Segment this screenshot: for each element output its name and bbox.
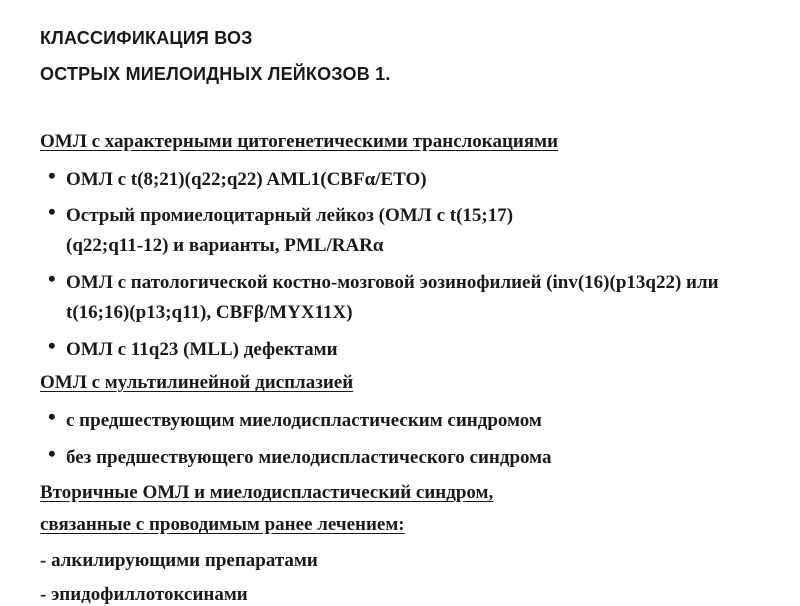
list-item	[48, 406, 788, 436]
slide-title-line-2: ОСТРЫХ МИЕЛОИДНЫХ ЛЕЙКОЗОВ 1.	[40, 64, 391, 84]
list-item	[48, 165, 788, 195]
list-item-text: ОМЛ с патологической костно-мозговой эозинофилией (inv(16)(p13q22) или t(16;16)(p13;q11), CBFβ/MYX11X)	[66, 272, 719, 323]
bullet-icon: •	[48, 266, 56, 291]
list-item-text: Острый промиелоцитарный лейкоз (ОМЛ с t(15;17)(q22;q11-12) и варианты, PML/RARα	[66, 205, 514, 256]
list-item	[48, 335, 788, 365]
list-item	[48, 201, 788, 261]
bullet-icon: •	[48, 404, 56, 429]
slide-title-line-1: КЛАССИФИКАЦИЯ ВОЗ	[40, 28, 253, 48]
list-item-text: с предшествующим миелодиспластическим синдромом	[66, 410, 542, 431]
bullet-icon: •	[48, 441, 56, 466]
list-item: - алкилирующими препаратами	[40, 550, 318, 571]
bullet-icon: •	[48, 333, 56, 358]
section-heading-secondary-line-1: Вторичные ОМЛ и миелодиспластический синдром,	[40, 482, 494, 503]
list-item-text: без предшествующего миелодиспластического синдрома	[66, 447, 552, 468]
list-item-text: ОМЛ с 11q23 (MLL) дефектами	[66, 339, 338, 360]
list-item: - эпидофиллотоксинами	[40, 584, 248, 605]
section-heading-cytogenetic: ОМЛ с характерными цитогенетическими транслокациями	[40, 131, 559, 152]
list-item	[48, 268, 788, 328]
list-item	[48, 443, 788, 473]
bullet-icon: •	[48, 199, 56, 224]
section-heading-secondary-line-2: связанные с проводимым ранее лечением:	[40, 514, 405, 535]
section-heading-multilineage: ОМЛ с мультилинейной дисплазией	[40, 372, 354, 393]
list-item-text: ОМЛ с t(8;21)(q22;q22) AML1(CBFα/ETO)	[66, 169, 427, 190]
bullet-icon: •	[48, 163, 56, 188]
